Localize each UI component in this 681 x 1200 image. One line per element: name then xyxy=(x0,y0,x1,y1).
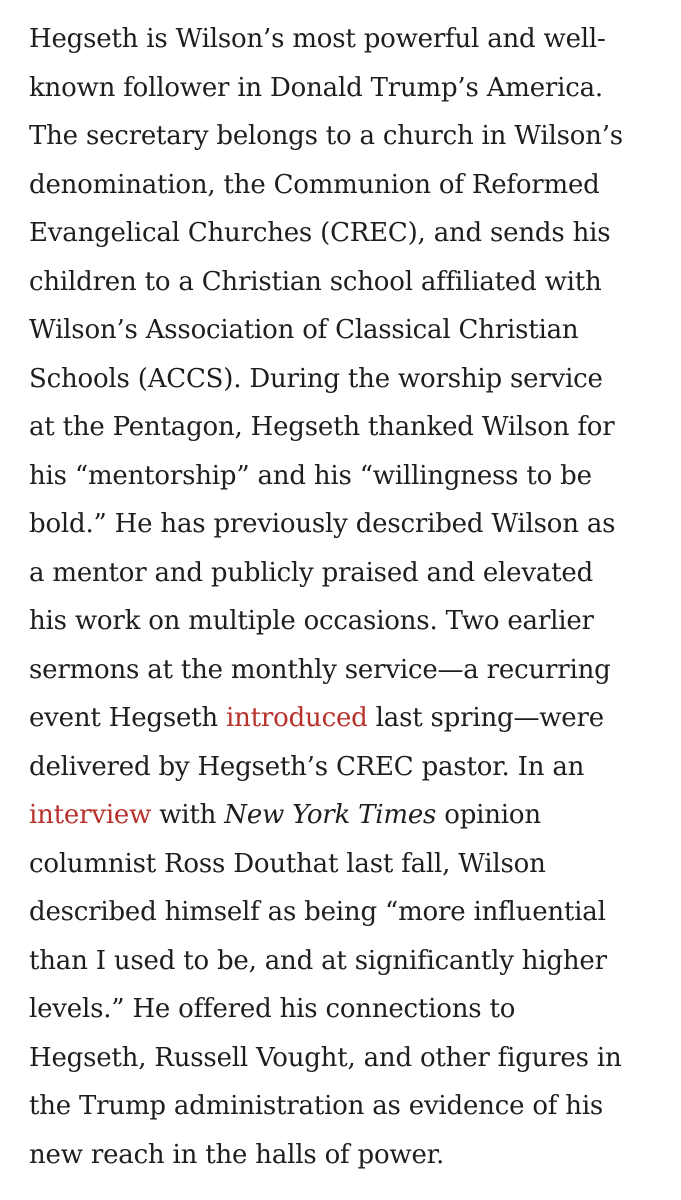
text-line: the Trump administration as evidence of his xyxy=(29,1091,604,1121)
article-body xyxy=(29,15,669,1179)
text-line: than I used to be, and at significantly higher xyxy=(29,945,607,976)
text-line: denomination, the Communion of Reformed xyxy=(29,169,600,200)
text-line: columnist Ross Douthat last fall, Wilson xyxy=(29,848,546,879)
text-line: Wilson’s Association of Classical Christian xyxy=(29,315,579,345)
text-line: Hegseth, Russell Vought, and other figures in xyxy=(29,1042,622,1073)
text-line: a mentor and publicly praised and elevated xyxy=(29,557,594,588)
text-line: bold.” He has previously described Wilson as xyxy=(29,509,616,539)
publication-title: New York Times xyxy=(224,800,437,830)
text-line: his “mentorship” and his “willingness to be xyxy=(29,460,592,491)
text-line: sermons at the monthly service—a recurring xyxy=(29,654,611,685)
interview-link[interactable]: interview xyxy=(29,800,152,830)
text-line: new reach in the halls of power. xyxy=(29,1139,445,1170)
text-line: at the Pentagon, Hegseth thanked Wilson for xyxy=(29,412,615,442)
line-text-segment: with xyxy=(151,800,225,830)
text-line-with-link xyxy=(29,694,669,743)
text-line: levels.” He offered his connections to xyxy=(29,994,516,1024)
line-text-segment: last spring—were xyxy=(367,703,604,733)
text-line: described himself as being “more influential xyxy=(29,897,606,927)
text-line: Evangelical Churches (CREC), and sends his xyxy=(29,218,611,248)
text-line: children to a Christian school affiliated with xyxy=(29,266,602,297)
text-line: delivered by Hegseth’s CREC pastor. In an xyxy=(29,751,585,782)
text-line: Hegseth is Wilson’s most powerful and well- xyxy=(29,24,606,54)
line-text-segment: opinion xyxy=(436,800,541,830)
text-line: Schools (ACCS). During the worship service xyxy=(29,363,603,394)
text-line-with-link xyxy=(29,791,669,840)
line-text-segment: event Hegseth xyxy=(29,703,227,733)
text-line: his work on multiple occasions. Two earlier xyxy=(29,606,594,636)
text-line: known follower in Donald Trump’s America. xyxy=(29,72,603,103)
text-line: The secretary belongs to a church in Wilson’s xyxy=(29,121,623,151)
introduced-link[interactable]: introduced xyxy=(226,703,368,733)
